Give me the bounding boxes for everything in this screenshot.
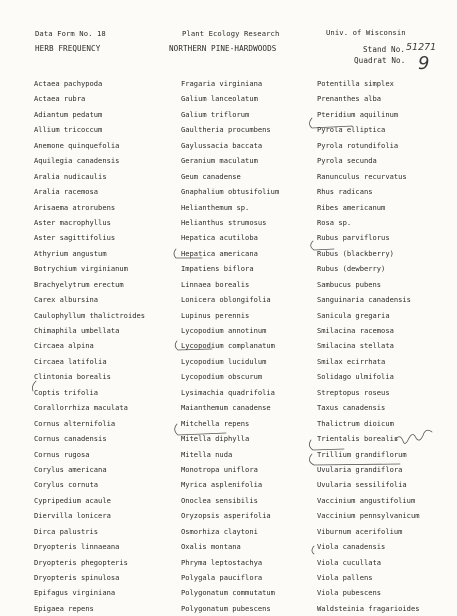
species-row: Rubus parviflorus [317,233,390,243]
species-row: Adiantum pedatum [34,109,103,119]
species-row: Aquilegia canadensis [34,156,120,166]
species-row: Cypripedium acaule [34,495,111,505]
species-row: Sanicula gregaria [317,310,390,320]
species-row: Clintonia borealis [34,372,111,382]
species-row: Thalictrum dioicum [317,418,394,428]
species-row: Coptis trifolia [34,387,99,397]
species-row: Caulophyllum thalictroides [34,310,146,320]
species-row: Lonicera oblongifolia [181,295,271,305]
species-row: Hepatica acutiloba [181,233,258,243]
species-row: Oxalis montana [181,542,241,552]
species-row: Cornus rugosa [34,449,90,459]
species-row: Potentilla simplex [317,79,394,88]
stand-label: Stand No. [363,45,406,54]
university-name: Univ. of Wisconsin [326,28,406,37]
species-row: Helianthus strumosus [181,217,267,227]
species-row: Uvularia sessilifolia [317,480,407,490]
species-row: Lycopodium obscurum [181,372,263,382]
species-row: Viburnum acerifolium [317,526,403,536]
check-mark-waldsteinia [312,546,314,554]
species-row: Anemone quinquefolia [34,140,120,150]
species-row: Trillium grandiflorum [317,449,407,459]
species-column-2 [181,76,279,616]
species-row: Arisaema atrorubens [34,202,116,212]
species-row: Impatiens biflora [181,264,254,274]
species-row: Polygonatum commutatum [181,588,275,598]
species-row: Linnaea borealis [181,279,250,289]
species-row: Onoclea sensibilis [181,495,258,505]
species-row: Hepatica americana [181,248,258,258]
species-row: Dryopteris spinulosa [34,573,120,582]
species-row: Diervilla lonicera [34,511,111,521]
species-row: Lycopodium annotinum [181,326,267,335]
species-row: Streptopus roseus [317,387,390,397]
species-row: Corylus cornuta [34,480,99,490]
species-row: Dirca palustris [34,526,99,536]
species-row: Aster macrophyllus [34,217,111,227]
species-row: Circaea latifolia [34,356,107,366]
species-row: Polygonatum pubescens [181,603,271,613]
species-row: Myrica asplenifolia [181,480,263,490]
section-title: HERB FREQUENCY [35,44,101,53]
species-row: Pyrola elliptica [317,125,386,135]
species-row: Solidago ulmifolia [317,372,394,382]
species-row: Monotropa uniflora [181,464,258,474]
species-row: Mitchella repens [181,418,250,428]
stand-number-handwritten: 51271 [406,42,437,53]
species-row: Aster sagittifolius [34,233,116,243]
species-row: Pteridium aquilinum [317,109,399,119]
species-row: Galium triflorum [181,109,250,119]
species-row: Dryopteris phegopteris [34,557,128,567]
species-row: Geum canadense [181,171,241,181]
species-row: Maianthemum canadense [181,403,271,413]
species-row: Viola cucullata [317,557,382,567]
species-row: Osmorhiza claytoni [181,526,258,536]
species-row: Phryma leptostachya [181,557,263,567]
species-row: Sambucus pubens [317,279,382,289]
species-row: Smilax ecirrhata [317,356,386,366]
species-row: Brachyelytrum erectum [34,279,124,289]
species-row: Epifagus virginiana [34,588,116,598]
organization-title: Plant Ecology Research [182,29,280,38]
species-row: Botrychium virginianum [34,264,128,274]
species-row: Actaea rubra [34,94,86,104]
species-row: Corallorrhiza maculata [34,403,128,413]
species-row: Cornus canadensis [34,434,107,444]
species-row: Vaccinium angustifolium [317,495,416,505]
species-row: Aralia racemosa [34,187,99,197]
species-row: Smilacina racemosa [317,326,394,335]
species-row: Chimaphila umbellata [34,326,120,335]
species-row: Viola canadensis [317,542,386,552]
species-column-3 [317,76,420,616]
species-row: Epigaea repens [34,603,94,613]
species-row: Rhus radicans [317,187,373,197]
species-row: Lysimachia quadrifolia [181,387,275,397]
species-row: Mitella diphylla [181,434,250,444]
species-row: Galium lanceolatum [181,94,258,104]
species-row: Gnaphalium obtusifolium [181,187,280,197]
species-row: Taxus canadensis [317,403,386,413]
species-row: Rubus (dewberry) [317,264,386,274]
species-row: Lycopodium lucidulum [181,356,267,366]
species-row: Athyrium angustum [34,248,107,258]
species-row: Uvularia grandiflora [317,464,403,474]
species-row: Ribes americanum [317,202,386,212]
community-title: NORTHERN PINE-HARDWOODS [169,44,277,53]
species-row: Waldsteinia fragarioides [317,603,420,613]
species-row: Circaea alpina [34,341,94,351]
species-row: Lycopodium complanatum [181,341,275,351]
quadrat-number-handwritten: 9 [418,53,430,74]
species-row: Dryopteris linnaeana [34,542,120,552]
species-row: Mitella nuda [181,449,233,459]
species-row: Rubus (blackberry) [317,248,394,258]
species-row: Actaea pachypoda [34,79,103,88]
species-row: Oryzopsis asperifolia [181,511,271,521]
species-row: Viola pubescens [317,588,382,598]
species-row: Gaylussacia baccata [181,140,263,150]
species-row: Corylus americana [34,464,107,474]
species-row: Fragaria virginiana [181,79,263,88]
species-column-1 [34,76,145,616]
species-row: Helianthemum sp. [181,202,250,212]
species-row: Gaultheria procumbens [181,125,271,135]
species-row: Geranium maculatum [181,156,258,166]
species-row: Rosa sp. [317,217,352,227]
species-row: Vaccinium pennsylvanicum [317,511,420,521]
species-row: Smilacina stellata [317,341,394,351]
species-row: Cornus alternifolia [34,418,116,428]
form-number: Data Form No. 18 [35,29,106,38]
species-row: Allium tricoccum [34,125,103,135]
species-row: Ranunculus recurvatus [317,171,407,181]
species-row: Viola pallens [317,573,373,582]
species-row: Trientalis borealis [317,434,399,444]
species-row: Sanguinaria canadensis [317,295,411,305]
species-row: Carex albursina [34,295,99,305]
species-row: Lupinus perennis [181,310,250,320]
quadrat-label: Quadrat No. [354,56,406,65]
species-row: Pyrola secunda [317,156,377,166]
species-row: Polygala pauciflora [181,573,263,582]
species-row: Pyrola rotundifolia [317,140,399,150]
species-row: Prenanthes alba [317,94,382,104]
species-row: Aralia nudicaulis [34,171,107,181]
